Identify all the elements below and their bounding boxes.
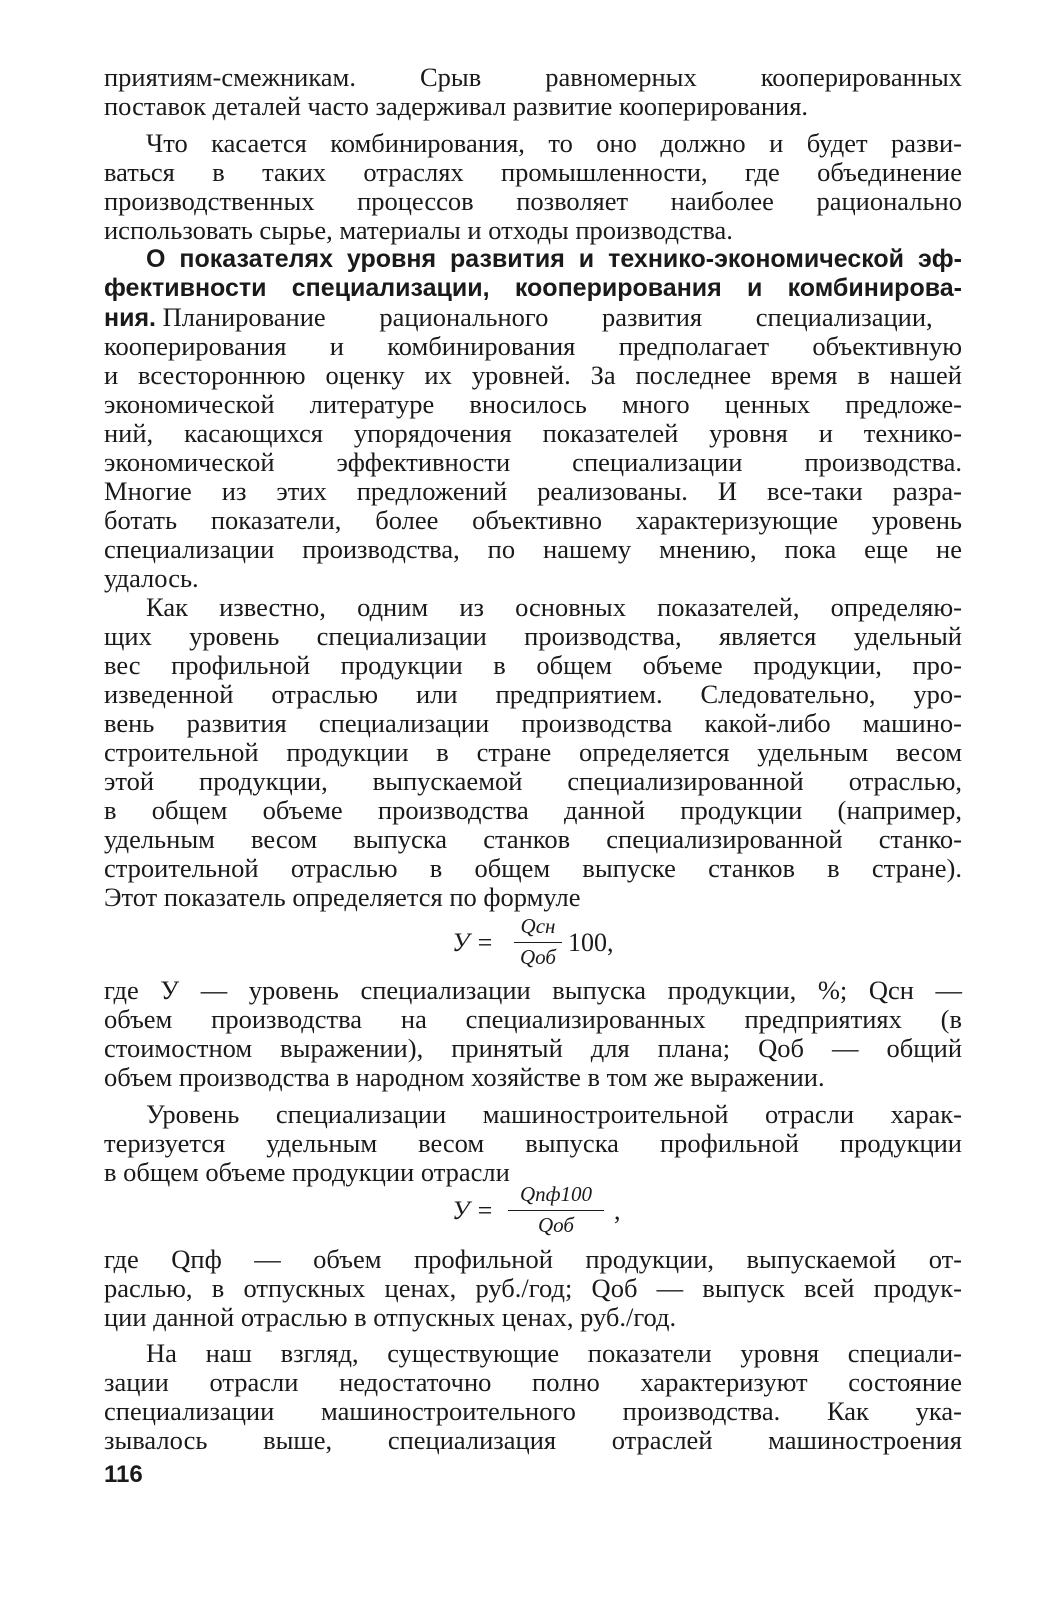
- text-line: в общем объеме производства данной продукции (например,: [104, 795, 962, 825]
- text-line: На наш взгляд, существующие показатели уровня специали-: [146, 1338, 962, 1368]
- text-line: использовать сырье, материалы и отходы производства.: [104, 215, 733, 245]
- section-heading-line: О показателях уровня развития и технико-экономической эф-: [146, 245, 962, 273]
- text-line: экономической литературе вносилось много ценных предложе-: [104, 389, 962, 419]
- text-line: объем производства на специализированных предприятиях (в: [104, 1004, 962, 1034]
- page-number: 116: [104, 1461, 143, 1488]
- text-line: специализации производства, по нашему мнению, пока еще не: [104, 534, 962, 564]
- paragraph-start: Планирование рационального развития специализации,: [162, 302, 933, 332]
- formula-lhs: У =: [452, 928, 494, 957]
- text-line: ции данной отраслью в отпускных ценах, руб./год.: [104, 1302, 677, 1332]
- text-line: Многие из этих предложений реализованы. И все-таки разра-: [104, 476, 962, 506]
- text-line: [104, 302, 962, 333]
- text-line: зации отрасли недостаточно полно характеризуют состояние: [104, 1367, 962, 1397]
- text-line: специализации машиностроительного производства. Как ука-: [104, 1396, 962, 1426]
- text-line: кооперирования и комбинирования предполагает объективную: [104, 331, 962, 361]
- text-line: вес профильной продукции в общем объеме продукции, про-: [104, 650, 962, 680]
- text-line: и всестороннюю оценку их уровней. За последнее время в нашей: [104, 360, 962, 390]
- formula-fraction: [508, 1180, 604, 1242]
- fraction-bar: [514, 942, 562, 943]
- text-line: строительной продукции в стране определяется удельным весом: [104, 737, 962, 767]
- text-line: экономической эффективности специализации производства.: [104, 447, 962, 477]
- fraction-bar: [508, 1210, 604, 1211]
- text-line: вень развития специализации производства какой-либо машино-: [104, 708, 962, 738]
- book-page: [104, 62, 962, 1592]
- formula-fraction: [514, 912, 562, 974]
- text-line: стоимостном выражении), принятый для плана; Qоб — общий: [104, 1033, 962, 1063]
- text-line: объем производства в народном хозяйстве в том же выражении.: [104, 1062, 825, 1092]
- text-line: теризуется удельным весом выпуска профильной продукции: [104, 1128, 962, 1158]
- formula-denominator: Qоб: [538, 1213, 574, 1237]
- formula-numerator: Qсн: [520, 914, 556, 938]
- text-line: ботать показатели, более объективно характеризующие уровень: [104, 505, 962, 535]
- text-line: поставок деталей часто задерживал развитие кооперирования.: [104, 91, 809, 121]
- text-line: ний, касающихся упорядочения показателей уровня и технико-: [104, 418, 962, 448]
- text-line: Уровень специализации машиностроительной отрасли харак-: [146, 1099, 962, 1129]
- text-line: Как известно, одним из основных показателей, определяю-: [146, 592, 962, 622]
- formula-denominator: Qоб: [520, 945, 556, 969]
- text-line: в общем объеме продукции отрасли: [104, 1157, 510, 1187]
- text-line: приятиям-смежникам. Срыв равномерных кооперированных: [104, 62, 962, 92]
- text-line: изведенной отраслью или предприятием. Следовательно, уро-: [104, 679, 962, 709]
- formula-specialization-level: [452, 912, 652, 974]
- text-line: Этот показатель определяется по формуле: [104, 882, 581, 912]
- formula-tail: ,: [614, 1196, 621, 1225]
- text-line: Что касается комбинирования, то оно должно и будет разви-: [146, 128, 962, 158]
- text-line: удалось.: [104, 563, 199, 593]
- text-line: ваться в таких отраслях промышленности, где объединение: [104, 157, 962, 187]
- text-line: щих уровень специализации производства, является удельный: [104, 621, 962, 651]
- text-line: зывалось выше, специализация отраслей машиностроения: [104, 1425, 962, 1455]
- text-line: этой продукции, выпускаемой специализированной отраслью,: [104, 766, 962, 796]
- formula-numerator: Qпф100: [519, 1182, 593, 1206]
- formula-branch-specialization: [452, 1180, 672, 1242]
- text-line: где У — уровень специализации выпуска продукции, %; Qсн —: [104, 975, 962, 1005]
- section-heading-line: фективности специализации, кооперирования и комбинирова-: [104, 274, 962, 302]
- section-heading-end: ния.: [104, 304, 157, 332]
- text-line: производственных процессов позволяет наиболее рационально: [104, 186, 962, 216]
- text-line: раслью, в отпускных ценах, руб./год; Qоб — выпуск всей продук-: [104, 1273, 962, 1303]
- text-line: где Qпф — объем профильной продукции, выпускаемой от-: [104, 1244, 962, 1274]
- formula-lhs: У =: [452, 1196, 494, 1225]
- text-line: строительной отраслью в общем выпуске станков в стране).: [104, 853, 962, 883]
- formula-tail: 100,: [568, 928, 614, 957]
- text-line: удельным весом выпуска станков специализированной станко-: [104, 824, 962, 854]
